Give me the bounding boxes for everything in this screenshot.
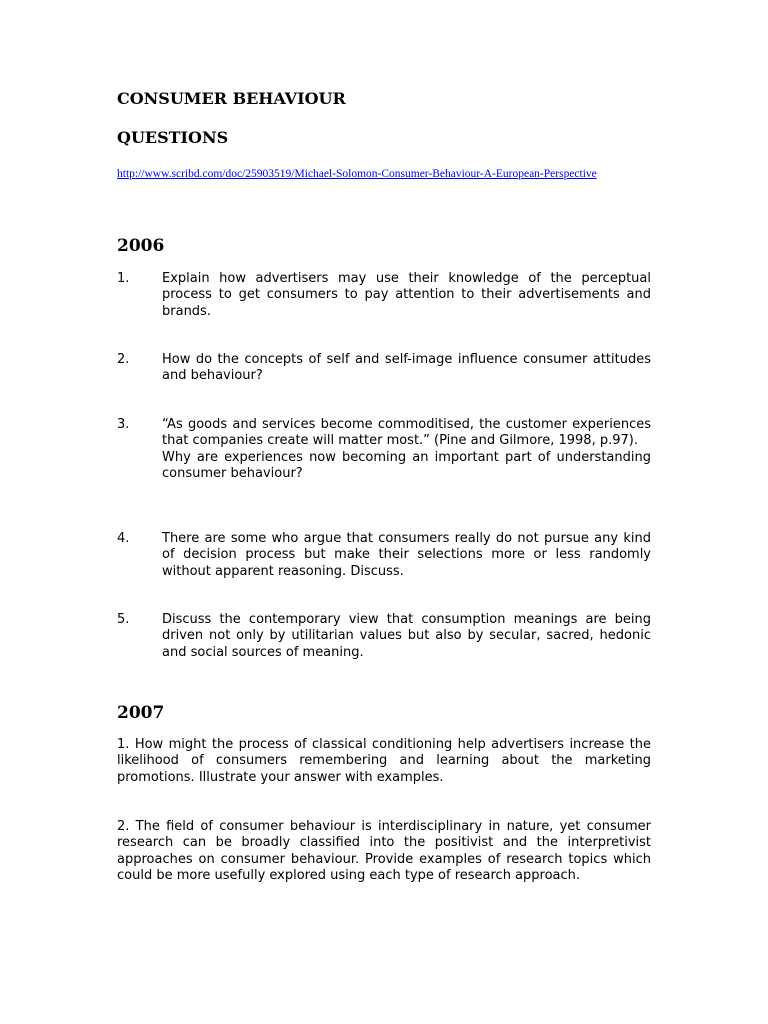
question-number: 3. — [117, 417, 130, 432]
question-item — [117, 417, 651, 482]
question-text: There are some who argue that consumers really do not pursue any kind of decision process but make their selections more or less randomly without apparent reasoning. Discuss. — [162, 531, 651, 579]
year-heading-2006: 2006 — [117, 236, 165, 256]
question-paragraph: 1. How might the process of classical conditioning help advertisers increase the likelihood of consumers remembering and learning about the marketing promotions. Illustrate your answer with examples. — [117, 737, 651, 785]
year-heading-2007: 2007 — [117, 703, 165, 723]
question-text: How do the concepts of self and self-image influence consumer attitudes and behaviour? — [162, 352, 651, 384]
questions-heading: QUESTIONS — [117, 128, 229, 147]
question-number: 4. — [117, 531, 130, 546]
question-paragraph: 2. The field of consumer behaviour is interdisciplinary in nature, yet consumer research can be broadly classified into the positivist and the interpretivist approaches on consumer behaviour. Provide examples of research topics which could be more usefully explored using each type of research approach. — [117, 819, 651, 883]
question-number: 2. — [117, 352, 130, 367]
question-item — [117, 271, 651, 320]
question-text: Why are experiences now becoming an important part of understanding consumer behaviour? — [162, 449, 651, 481]
question-item — [117, 352, 651, 385]
question-text: Explain how advertisers may use their knowledge of the perceptual process to get consumers to pay attention to their advertisements and brands. — [162, 271, 651, 319]
question-number: 1. — [117, 271, 130, 286]
document-title: CONSUMER BEHAVIOUR — [117, 89, 346, 108]
scribd-link[interactable]: http://www.scribd.com/doc/25903519/Michael-Solomon-Consumer-Behaviour-A-European-Perspective — [117, 168, 597, 180]
question-number: 5. — [117, 612, 130, 627]
question-text: Discuss the contemporary view that consumption meanings are being driven not only by utilitarian values but also by secular, sacred, hedonic and social sources of meaning. — [162, 612, 651, 660]
question-quote: “As goods and services become commoditised, the customer experiences that companies create will matter most.” (Pine and Gilmore, 1998, p.97). — [162, 417, 651, 449]
question-item — [117, 531, 651, 580]
question-item — [117, 612, 651, 661]
